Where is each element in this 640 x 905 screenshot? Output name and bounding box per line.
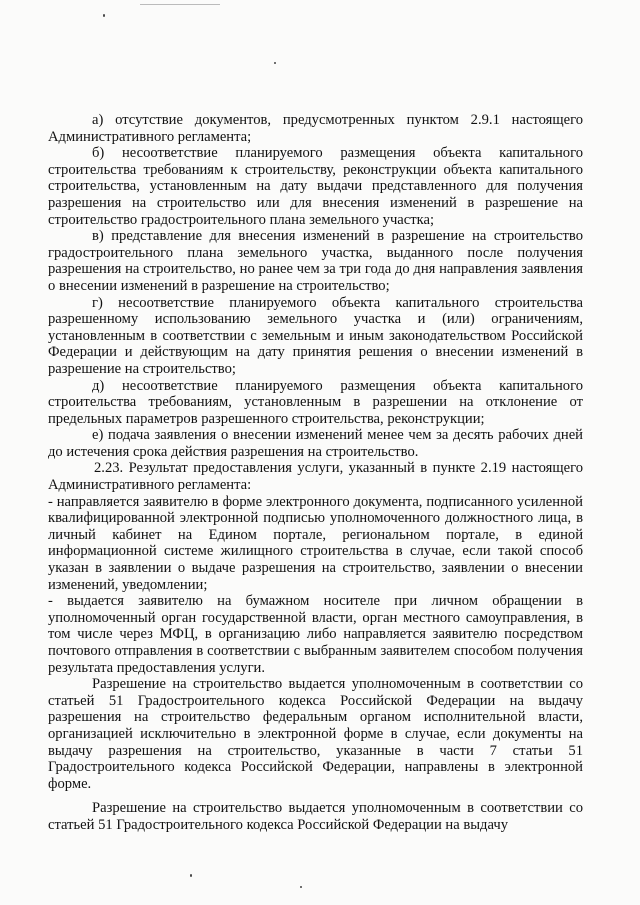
document-body — [48, 112, 583, 834]
scan-speck — [300, 886, 302, 888]
paragraph-b: б) несоответствие планируемого размещения объекта капитального строительства требованиям к строительству, реконструкции объекта капитального строительства, установленным на дату выдачи представленного для получения разрешения на строительство или для внесения изменений в разрешение на строительство градостроительного плана земельного участка; — [48, 145, 583, 228]
scan-speck — [274, 62, 276, 64]
scan-speck — [190, 874, 192, 877]
paragraph-g: г) несоответствие планируемого объекта капитального строительства разрешенному использованию земельного участка и (или) ограничениям, установленным в соответствии с земельным и иным законодательством Российской Федерации и действующим на дату принятия решения о внесении изменений в разрешение на строительство; — [48, 294, 583, 377]
list-item-paper: - выдается заявителю на бумажном носителе при личном обращении в уполномоченный орган государственной власти, орган местного самоуправления, в том числе через МФЦ, в организацию либо направляется заявителю посредством почтового отправления в соответствии с выбранным заявителем способом получения результата предоставления услуги. — [48, 593, 583, 676]
scan-artifact-top — [140, 4, 220, 5]
paragraph-d: д) несоответствие планируемого размещения объекта капитального строительства требованиям, установленным в разрешении на отклонение от предельных параметров разрешенного строительства, реконструкции; — [48, 377, 583, 427]
paragraph-e: е) подача заявления о внесении изменений менее чем за десять рабочих дней до истечения срока действия разрешения на строительство. — [48, 427, 583, 460]
list-item-electronic: - направляется заявителю в форме электронного документа, подписанного усиленной квалифицированной электронной подписью уполномоченного должностного лица, в личный кабинет на Едином портале, региональном портале, в единой информационной системе жилищного строительства в случае, если такой способ указан в заявлении о выдаче разрешения на строительство, заявлении о внесении изменений, уведомлении; — [48, 493, 583, 593]
scan-speck — [103, 14, 105, 17]
section-2-23: 2.23. Результат предоставления услуги, указанный в пункте 2.19 настоящего Административного регламента: — [48, 460, 583, 494]
paragraph-v: в) представление для внесения изменений в разрешение на строительство градостроительного плана земельного участка, выданного после получения разрешения на строительство, но ранее чем за три года до дня направления заявления о внесении изменений в разрешение на строительство; — [48, 228, 583, 294]
paragraph-permit-continued: Разрешение на строительство выдается уполномоченным в соответствии со статьей 51 Градостроительного кодекса Российской Федерации на выдачу — [48, 800, 583, 833]
paragraph-permit-electronic: Разрешение на строительство выдается уполномоченным в соответствии со статьей 51 Градостроительного кодекса Российской Федерации на выдачу разрешения на строительство федеральным органом исполнительной власти, организацией исключительно в электронной форме в случае, если документы на выдачу разрешения на строительство, указанные в части 7 статьи 51 Градостроительного кодекса Российской Федерации, направлены в электронной форме. — [48, 676, 583, 792]
paragraph-a: а) отсутствие документов, предусмотренных пунктом 2.9.1 настоящего Административного регламента; — [48, 112, 583, 145]
